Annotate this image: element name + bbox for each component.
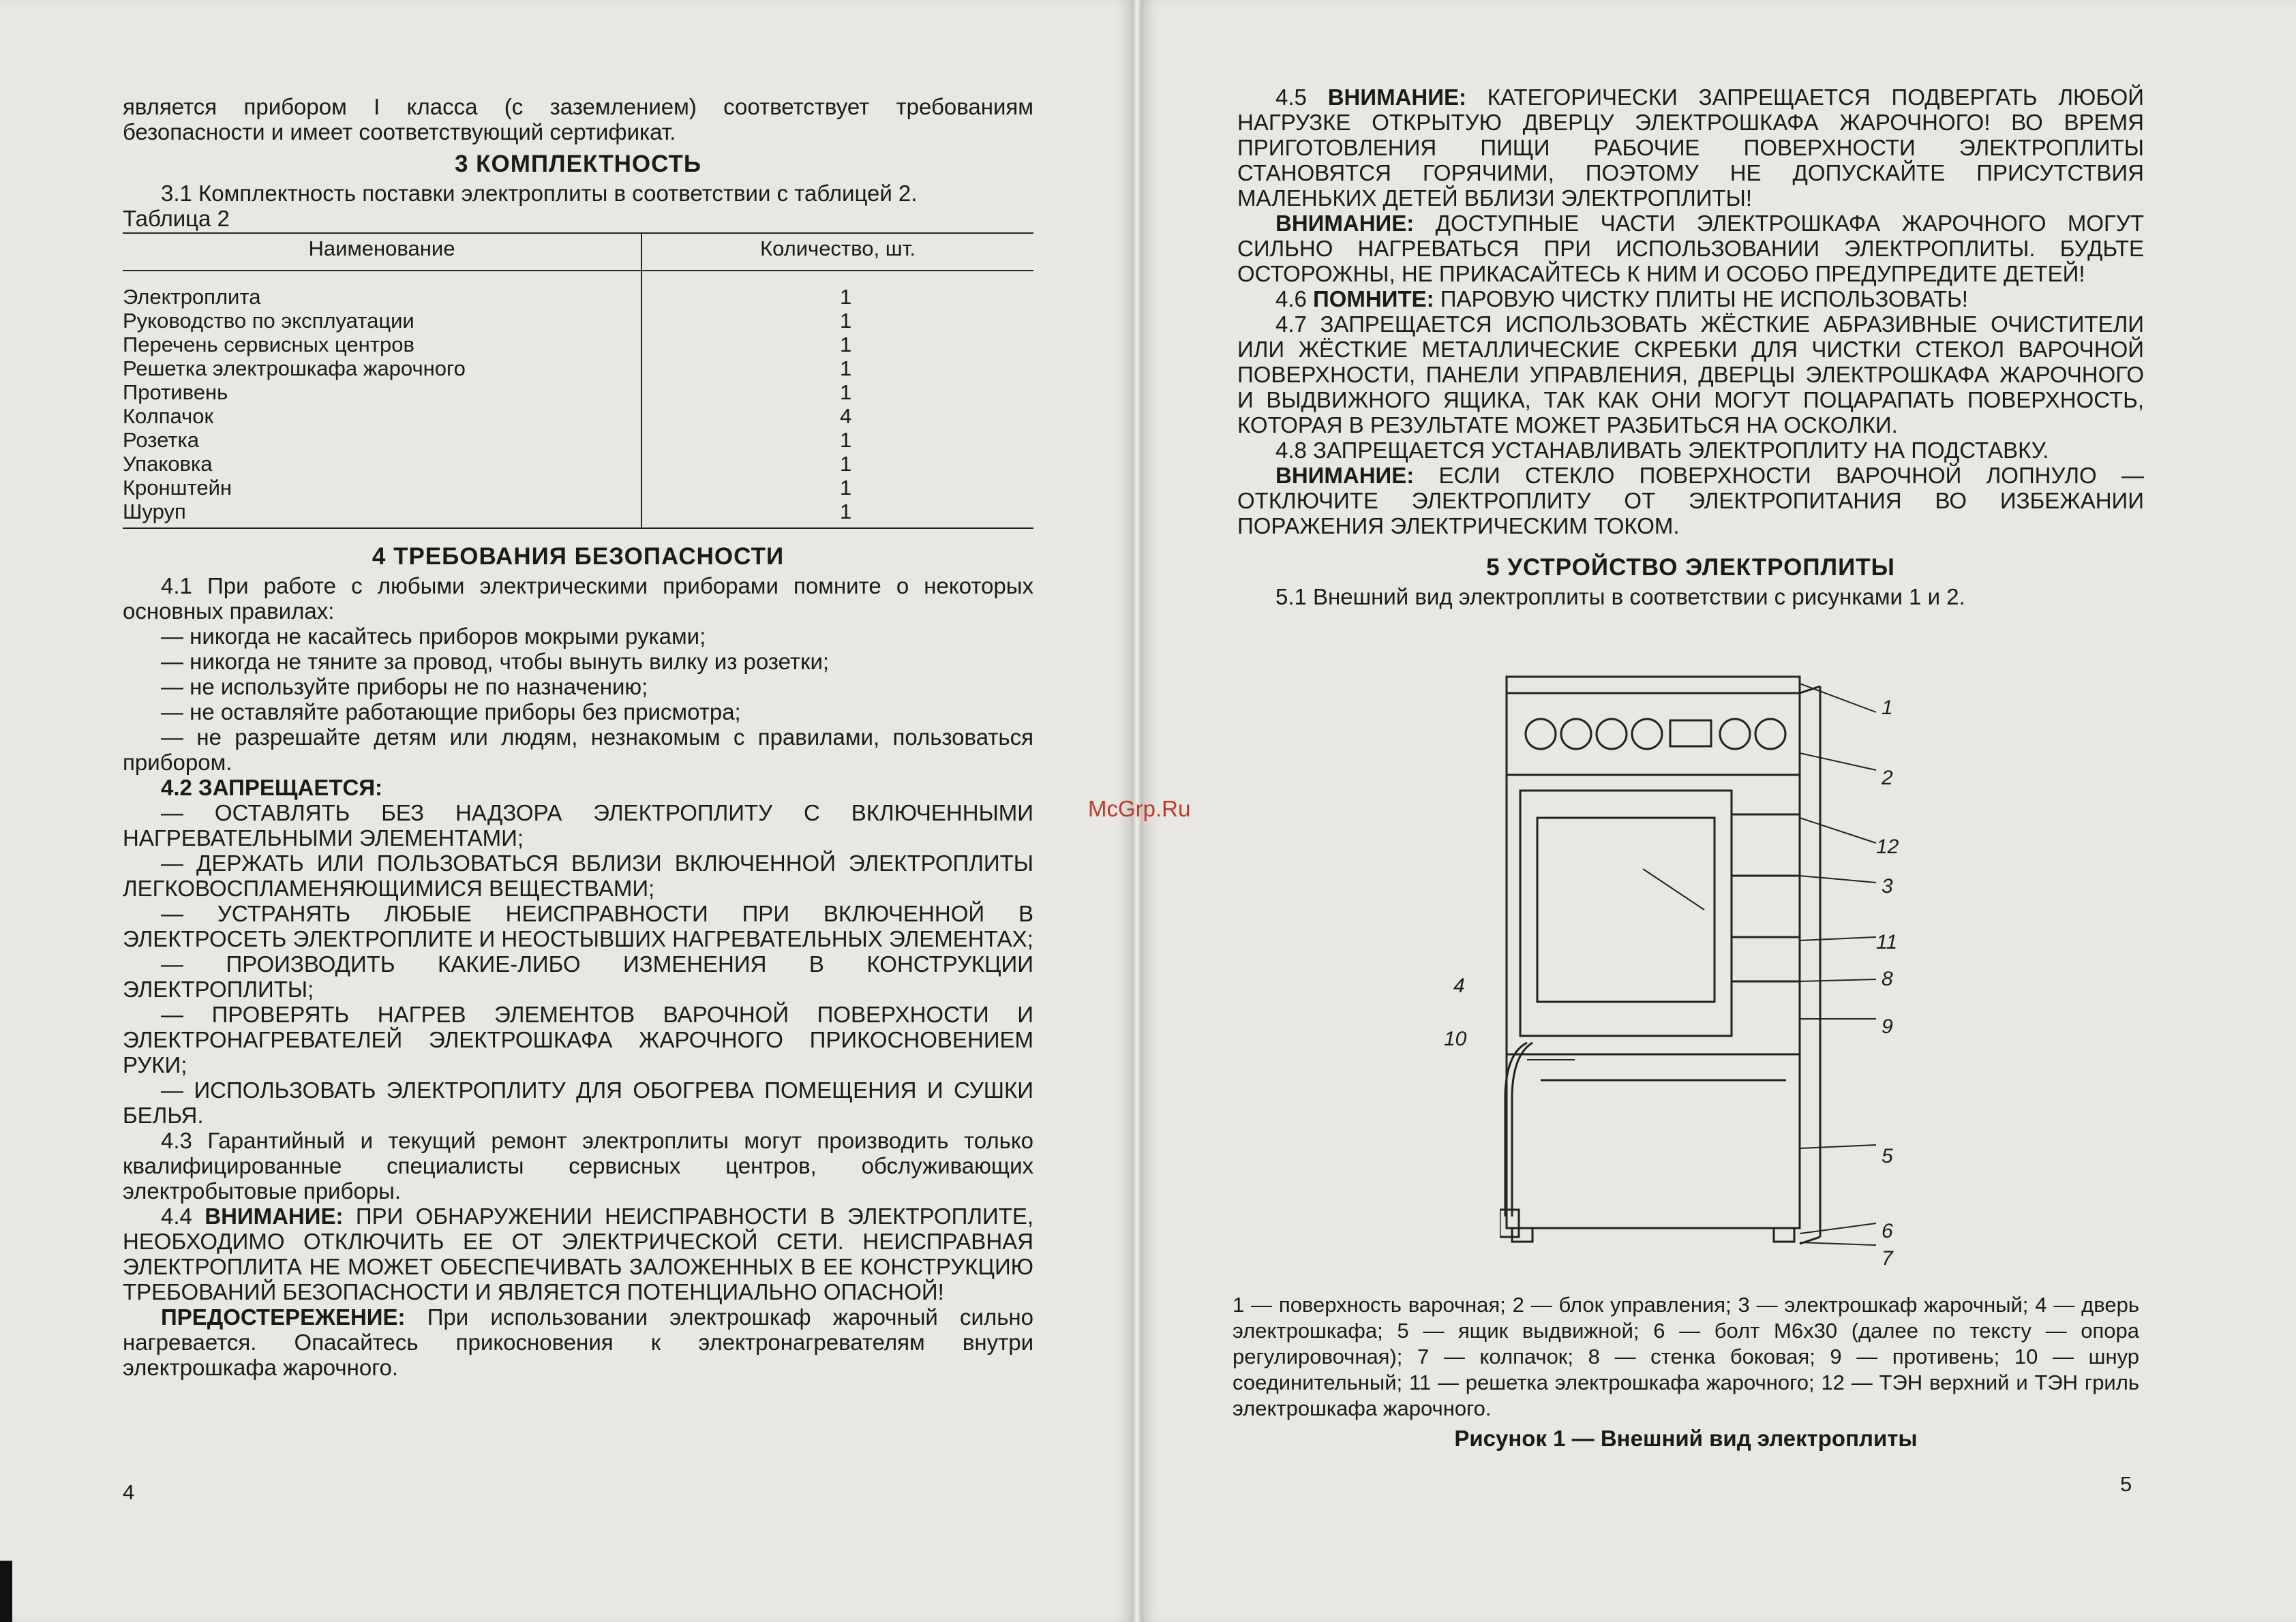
para-4-6-text: ПАРОВУЮ ЧИСТКУ ПЛИТЫ НЕ ИСПОЛЬЗОВАТЬ! — [1434, 286, 1968, 311]
figure-callout: 5 — [1882, 1145, 1893, 1167]
table-row — [123, 356, 1033, 380]
figure-callout: 6 — [1882, 1220, 1893, 1242]
table-label: Таблица 2 — [123, 206, 230, 231]
table-row — [123, 380, 1033, 404]
para-4-4-text: ПРИ ОБНАРУЖЕНИИ НЕИСПРАВНОСТИ В ЭЛЕКТРОПЛИТЕ, НЕОБХОДИМО ОТКЛЮЧИТЬ ЕЕ ОТ ЭЛЕКТРИЧЕСКОЙ СЕТИ. НЕИСПРАВНАЯ ЭЛЕКТРОПЛИТА НЕ МОЖЕТ ОБЕСПЕЧИВАТЬ ЗАЛОЖЕННЫХ В ЕЕ КОНСТРУКЦИЮ ТРЕБОВАНИЙ БЕЗОПАСНОСТИ И ЯВЛЯЕТСЯ ПОТЕНЦИАЛЬНО ОПАСНОЙ! — [123, 1204, 1033, 1304]
scan-edge — [0, 1561, 12, 1622]
table-cell-qty: 1 — [840, 285, 852, 309]
para-4-6 — [1237, 286, 2144, 311]
para-4-2-label: 4.2 ЗАПРЕЩАЕТСЯ: — [161, 775, 383, 800]
table-row — [123, 476, 1033, 500]
rule-item: — никогда не тяните за провод, чтобы вынуть вилку из розетки; — [161, 649, 830, 674]
figure-callout: 2 — [1882, 767, 1893, 789]
table-cell-name: Кронштейн — [123, 476, 641, 500]
table-cell-qty: 4 — [840, 404, 852, 428]
figure-callout: 10 — [1444, 1028, 1467, 1050]
table-cell-name: Шуруп — [123, 500, 641, 528]
table-cell-qty: 1 — [840, 452, 852, 476]
para-4-4 — [123, 1204, 1033, 1304]
rule-item: — не используйте приборы не по назначению; — [161, 674, 648, 699]
para-3-1: 3.1 Комплектность поставки электроплиты в соответствии с таблицей 2. — [161, 181, 918, 206]
figure-callout: 4 — [1453, 975, 1465, 997]
table-row — [123, 271, 1033, 309]
para-4-1: 4.1 При работе с любыми электрическими приборами помните о некоторых основных правилах: — [123, 573, 1033, 624]
para-4-8: 4.8 ЗАПРЕЩАЕТСЯ УСТАНАВЛИВАТЬ ЭЛЕКТРОПЛИТУ НА ПОДСТАВКУ. — [1275, 438, 2049, 463]
table-row — [123, 309, 1033, 333]
table-cell-name: Противень — [123, 380, 641, 404]
figure-caption: 1 — поверхность варочная; 2 — блок управления; 3 — электрошкаф жарочный; 4 — дверь электрошкафа; 5 — ящик выдвижной; 6 — болт М6х30 (далее по тексту — опора регулировочная); 7 — колпачок; 8 — стенка боковая; 9 — противень; 10 — шнур соединительный; 11 — решетка электрошкафа жарочного; 12 — ТЭН верхний и ТЭН гриль электрошкафа жарочного. — [1233, 1293, 2139, 1420]
figure-callout: 3 — [1882, 875, 1893, 898]
rule-item: — не разрешайте детям или людям, незнакомым с правилами, пользоваться прибором. — [123, 724, 1033, 775]
oven-door-shape — [1520, 791, 1732, 1036]
attention-text: ДОСТУПНЫЕ ЧАСТИ ЭЛЕКТРОШКАФА ЖАРОЧНОГО МОГУТ СИЛЬНО НАГРЕВАТЬСЯ ПРИ ИСПОЛЬЗОВАНИИ ЭЛЕКТРОПЛИТЫ. БУДЬТЕ ОСТОРОЖНЫ, НЕ ПРИКАСАЙТЕСЬ К НИМ И ОСОБО ПРЕДУПРЕДИТЕ ДЕТЕЙ! — [1237, 211, 2144, 286]
prohibition-item: — ОСТАВЛЯТЬ БЕЗ НАДЗОРА ЭЛЕКТРОПЛИТУ С ВКЛЮЧЕННЫМИ НАГРЕВАТЕЛЬНЫМИ ЭЛЕМЕНТАМИ; — [123, 800, 1033, 851]
table-cell-name: Розетка — [123, 428, 641, 452]
para-4-4-number: 4.4 — [161, 1204, 205, 1229]
stove-figure — [1500, 671, 1936, 1271]
table-cell-qty: 1 — [840, 356, 852, 380]
table-cell-qty: 1 — [840, 309, 852, 333]
table-row — [123, 333, 1033, 356]
attention-2-para — [1237, 463, 2144, 538]
attention-para — [1237, 211, 2144, 286]
page-number-right: 5 — [2120, 1472, 2132, 1496]
table-row — [123, 428, 1033, 452]
section-3-title: 3 КОМПЛЕКТНОСТЬ — [454, 151, 702, 177]
table-cell-qty: 1 — [840, 333, 852, 356]
table-header-qty: Количество, шт. — [641, 233, 1033, 271]
para-4-6-number: 4.6 — [1275, 286, 1314, 311]
warning-text: При использовании электрошкаф жарочный сильно нагревается. Опасайтесь прикосновения к электронагревателям внутри электрошкафа жарочного. — [123, 1304, 1033, 1380]
figure-callout: 11 — [1876, 931, 1898, 953]
para-4-5-text: КАТЕГОРИЧЕСКИ ЗАПРЕЩАЕТСЯ ПОДВЕРГАТЬ ЛЮБОЙ НАГРУЗКЕ ОТКРЫТУЮ ДВЕРЦУ ЭЛЕКТРОШКАФА ЖАРОЧНОГО! ВО ВРЕМЯ ПРИГОТОВЛЕНИЯ ПИЩИ РАБОЧИЕ ПОВЕРХНОСТИ ЭЛЕКТРОПЛИТЫ СТАНОВЯТСЯ ГОРЯЧИМИ, ПОЭТОМУ НЕ ДОПУСКАЙТЕ ПРИСУТСТВИЯ МАЛЕНЬКИХ ДЕТЕЙ ВБЛИЗИ ЭЛЕКТРОПЛИТЫ! — [1237, 85, 2144, 211]
rule-item: — не оставляйте работающие приборы без присмотра; — [161, 699, 741, 724]
intro-text: является прибором I класса (с заземлением) соответствует требованиям безопасности и имеет соответствующий сертификат. — [123, 94, 1033, 144]
table-cell-qty: 1 — [840, 428, 852, 452]
warning-label: ПРЕДОСТЕРЕЖЕНИЕ: — [161, 1304, 406, 1330]
prohibition-item: — ПРОИЗВОДИТЬ КАКИЕ-ЛИБО ИЗМЕНЕНИЯ В КОНСТРУКЦИИ ЭЛЕКТРОПЛИТЫ; — [123, 951, 1033, 1002]
table-row — [123, 404, 1033, 428]
figure-title: Рисунок 1 — Внешний вид электроплиты — [1454, 1426, 1918, 1451]
table-cell-name: Упаковка — [123, 452, 641, 476]
table-cell-name: Руководство по эксплуатации — [123, 309, 641, 333]
para-5-1: 5.1 Внешний вид электроплиты в соответствии с рисунками 1 и 2. — [1275, 584, 1965, 609]
figure-callout: 8 — [1882, 968, 1893, 990]
para-4-3: 4.3 Гарантийный и текущий ремонт электроплиты могут производить только квалифицированные специалисты сервисных центров, обслуживающих электробытовые приборы. — [123, 1128, 1033, 1204]
para-4-5-number: 4.5 — [1275, 85, 1328, 110]
table-row — [123, 452, 1033, 476]
para-4-5-label: ВНИМАНИЕ: — [1327, 85, 1466, 110]
figure-callout: 9 — [1882, 1015, 1893, 1038]
table-cell-qty: 1 — [641, 500, 1033, 528]
warning-para — [123, 1304, 1033, 1380]
attention-2-label: ВНИМАНИЕ: — [1275, 463, 1415, 488]
page-number-left: 4 — [123, 1480, 135, 1504]
para-4-4-label: ВНИМАНИЕ: — [205, 1204, 344, 1229]
para-4-7: 4.7 ЗАПРЕЩАЕТСЯ ИСПОЛЬЗОВАТЬ ЖЁСТКИЕ АБРАЗИВНЫЕ ОЧИСТИТЕЛИ ИЛИ ЖЁСТКИЕ МЕТАЛЛИЧЕСКИЕ СКРЕБКИ ДЛЯ ЧИСТКИ СТЕКОЛ ВАРОЧНОЙ ПОВЕРХНОСТИ, ПАНЕЛИ УПРАВЛЕНИЯ, ДВЕРЦЫ ЭЛЕКТРОШКАФА ЖАРОЧНОГО И ВЫДВИЖНОГО ЯЩИКА, ТАК КАК ОНИ МОГУТ ПОЦАРАПАТЬ ПОВЕРХНОСТЬ, КОТОРАЯ В РЕЗУЛЬТАТЕ МОЖЕТ РАЗБИТЬСЯ НА ОСКОЛКИ. — [1237, 311, 2144, 438]
table-cell-qty: 1 — [840, 380, 852, 404]
left-column — [123, 94, 1033, 1380]
prohibition-item: — ДЕРЖАТЬ ИЛИ ПОЛЬЗОВАТЬСЯ ВБЛИЗИ ВКЛЮЧЕННОЙ ЭЛЕКТРОПЛИТЫ ЛЕГКОВОСПЛАМЕНЯЮЩИМИСЯ ВЕЩЕСТВАМИ; — [123, 851, 1033, 901]
attention-label: ВНИМАНИЕ: — [1275, 211, 1415, 236]
right-column — [1237, 85, 2144, 609]
table-cell-name: Колпачок — [123, 404, 641, 428]
table-cell-name: Перечень сервисных центров — [123, 333, 641, 356]
para-4-6-label: ПОМНИТЕ: — [1313, 286, 1434, 311]
figure-callout: 7 — [1882, 1247, 1893, 1270]
rules-list — [123, 624, 1033, 775]
table-row — [123, 500, 1033, 528]
figure-callout: 1 — [1882, 697, 1893, 719]
prohibition-item: — ПРОВЕРЯТЬ НАГРЕВ ЭЛЕМЕНТОВ ВАРОЧНОЙ ПОВЕРХНОСТИ И ЭЛЕКТРОНАГРЕВАТЕЛЕЙ ЭЛЕКТРОШКАФА ЖАРОЧНОГО ПРИКОСНОВЕНИЕМ РУКИ; — [123, 1002, 1033, 1077]
prohibitions-list — [123, 800, 1033, 1128]
table-cell-qty: 1 — [840, 476, 852, 500]
attention-2-text: ЕСЛИ СТЕКЛО ПОВЕРХНОСТИ ВАРОЧНОЙ ЛОПНУЛО — ОТКЛЮЧИТЕ ЭЛЕКТРОПЛИТУ ОТ ЭЛЕКТРОПИТАНИЯ ВО ИЗБЕЖАНИИ ПОРАЖЕНИЯ ЭЛЕКТРИЧЕСКИМ ТОКОМ. — [1237, 463, 2144, 538]
figure-callout: 12 — [1876, 836, 1899, 858]
completeness-table — [123, 232, 1033, 529]
watermark: McGrp.Ru — [1088, 796, 1191, 821]
prohibition-item: — УСТРАНЯТЬ ЛЮБЫЕ НЕИСПРАВНОСТИ ПРИ ВКЛЮЧЕННОЙ В ЭЛЕКТРОСЕТЬ ЭЛЕКТРОПЛИТЕ И НЕОСТЫВШИХ НАГРЕВАТЕЛЬНЫХ ЭЛЕМЕНТАХ; — [123, 901, 1033, 951]
section-4-title: 4 ТРЕБОВАНИЯ БЕЗОПАСНОСТИ — [372, 543, 785, 570]
table-cell-name: Решетка электрошкафа жарочного — [123, 356, 641, 380]
table-cell-name: Электроплита — [123, 271, 641, 309]
prohibition-item: — ИСПОЛЬЗОВАТЬ ЭЛЕКТРОПЛИТУ ДЛЯ ОБОГРЕВА ПОМЕЩЕНИЯ И СУШКИ БЕЛЬЯ. — [123, 1077, 1033, 1128]
cooktop-surface-shape — [1507, 677, 1800, 693]
para-4-5 — [1237, 85, 2144, 211]
rule-item: — никогда не касайтесь приборов мокрыми руками; — [161, 624, 706, 649]
table-header-name: Наименование — [123, 233, 641, 271]
section-5-title: 5 УСТРОЙСТВО ЭЛЕКТРОПЛИТЫ — [1486, 554, 1895, 581]
